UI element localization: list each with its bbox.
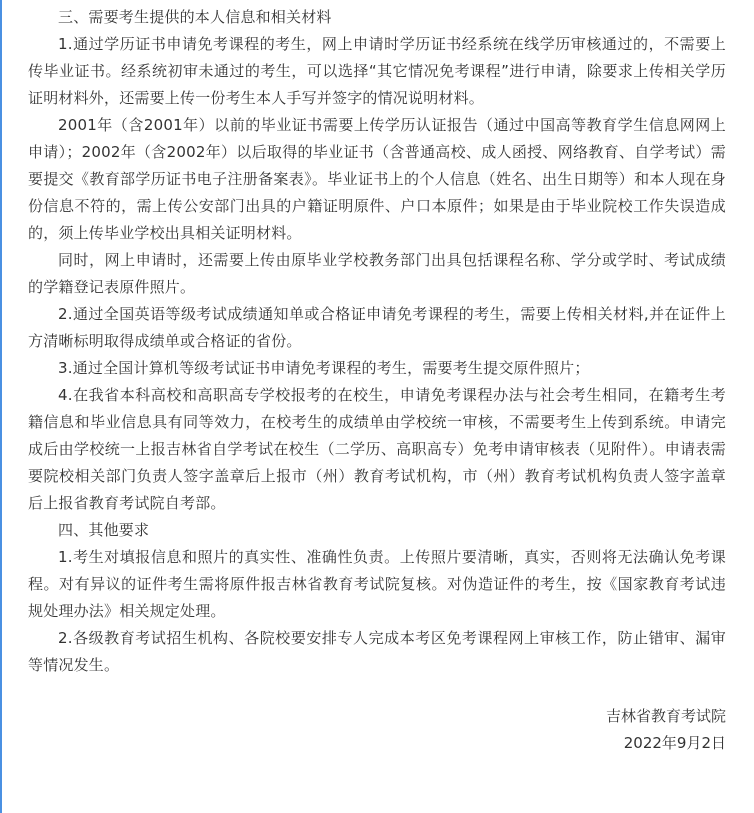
document-body bbox=[28, 4, 726, 679]
signature-organization: 吉林省教育考试院 bbox=[605, 707, 726, 725]
section-heading-materials: 三、需要考生提供的本人信息和相关材料 bbox=[58, 8, 332, 26]
left-border-line bbox=[0, 0, 2, 813]
paragraph-item-2: 2.通过全国英语等级考试成绩通知单或合格证申请免考课程的考生，需要上传相关材料,并在证件上方清晰标明取得成绩单或合格证的省份。 bbox=[28, 305, 726, 350]
paragraph-item-3: 3.通过全国计算机等级考试证书申请免考课程的考生，需要考生提交原件照片； bbox=[58, 359, 590, 377]
paragraph-other-2: 2.各级教育考试招生机构、各院校要安排专人完成本考区免考课程网上审核工作，防止错审、漏审等情况发生。 bbox=[28, 629, 726, 674]
paragraph-item-4: 4.在我省本科高校和高职高专学校报考的在校生，申请免考课程办法与社会考生相同，在籍考生考籍信息和毕业信息具有同等效力，在校考生的成绩单由学校统一审核，不需要考生上传到系统。申请完成后由学校统一上报吉林省自学考试在校生（二学历、高职高专）免考申请审核表（见附件）。申请表需要院校相关部门负责人签字盖章后上报市（州）教育考试机构，市（州）教育考试机构负责人签字盖章后上报省教育考试院自考部。 bbox=[28, 386, 726, 512]
paragraph-certificate-details: 2001年（含2001年）以前的毕业证书需要上传学历认证报告（通过中国高等教育学生信息网网上申请）；2002年（含2002年）以后取得的毕业证书（含普通高校、成人函授、网络教育、自学考试）需要提交《教育部学历证书电子注册备案表》。毕业证书上的个人信息（姓名、出生日期等）和本人现在身份信息不符的，需上传公安部门出具的户籍证明原件、户口本原件；如果是由于毕业院校工作失误造成的，须上传毕业学校出具相关证明材料。 bbox=[28, 116, 726, 242]
paragraph-transcript: 同时，网上申请时，还需要上传由原毕业学校教务部门出具包括课程名称、学分或学时、考试成绩的学籍登记表原件照片。 bbox=[28, 251, 726, 296]
paragraph-other-1: 1.考生对填报信息和照片的真实性、准确性负责。上传照片要清晰，真实，否则将无法确认免考课程。对有异议的证件考生需将原件报吉林省教育考试院复核。对伪造证件的考生，按《国家教育考试违规处理办法》相关规定处理。 bbox=[28, 548, 726, 620]
section-heading-other: 四、其他要求 bbox=[58, 521, 150, 539]
signature-block bbox=[606, 703, 726, 757]
paragraph-item-1: 1.通过学历证书申请免考课程的考生，网上申请时学历证书经系统在线学历审核通过的，不需要上传毕业证书。经系统初审未通过的考生，可以选择“其它情况免考课程”进行申请，除要求上传相关学历证明材料外，还需要上传一份考生本人手写并签字的情况说明材料。 bbox=[28, 35, 726, 107]
signature-date: 2022年9月2日 bbox=[623, 734, 726, 752]
